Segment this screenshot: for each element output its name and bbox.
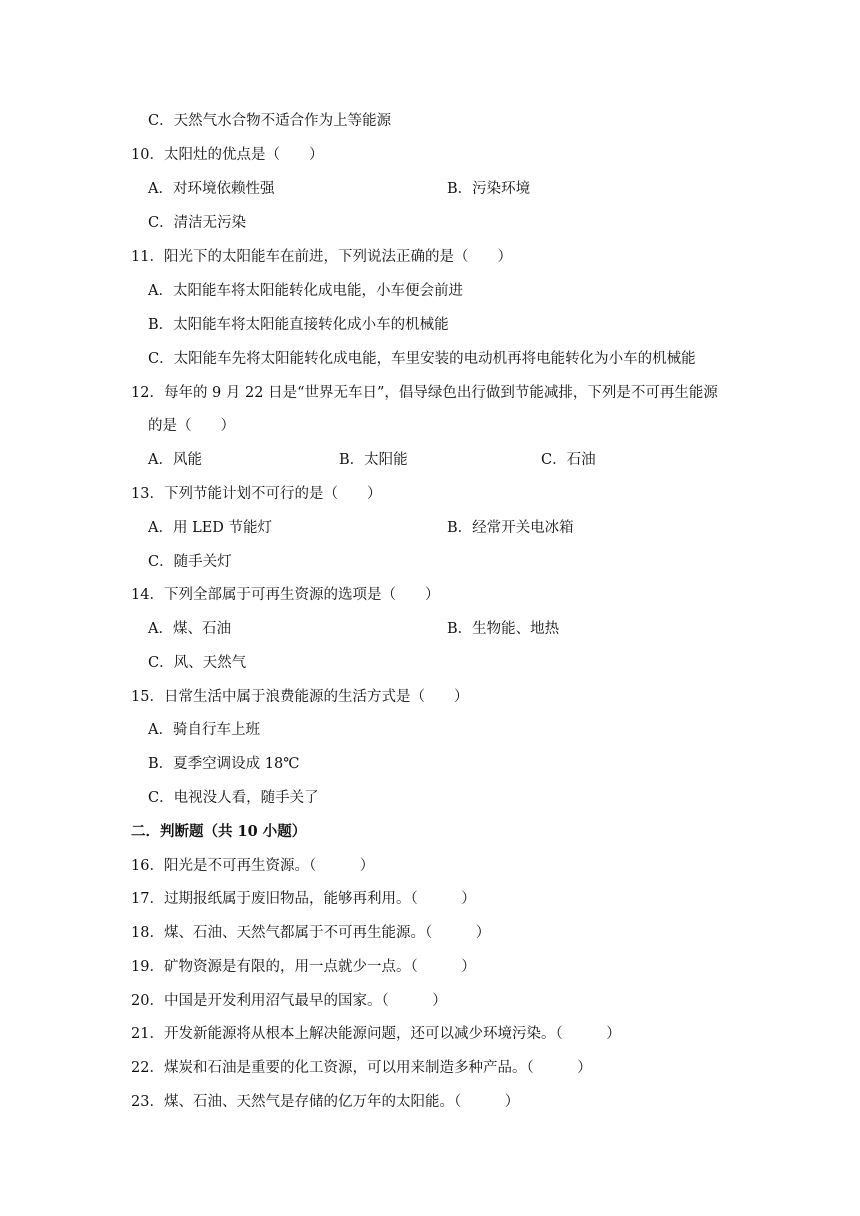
q15-option-b: B．夏季空调设成 18℃	[148, 756, 300, 772]
q14-option-b: B．生物能、地热	[447, 621, 560, 637]
q13-option-c: C．随手关灯	[148, 554, 232, 570]
q12-stem-line1: 12．每年的 9 月 22 日是“世界无车日”，倡导绿色出行做到节能减排，下列是不可再生能源	[131, 385, 718, 401]
q14-stem: 14．下列全部属于可再生资源的选项是（ ）	[131, 587, 440, 603]
q14-option-c: C．风、天然气	[148, 655, 247, 671]
q15-option-c: C．电视没人看，随手关了	[148, 790, 319, 806]
q12-stem-line2: 的是（ ）	[148, 418, 235, 434]
q15-stem: 15．日常生活中属于浪费能源的生活方式是（ ）	[131, 689, 469, 705]
judgement-item-18: 18．煤、石油、天然气都属于不可再生能源。（ ）	[131, 925, 491, 941]
judgement-item-16: 16．阳光是不可再生资源。（ ）	[131, 858, 375, 874]
q11-option-a: A．太阳能车将太阳能转化成电能，小车便会前进	[148, 283, 463, 299]
q14-option-a: A．煤、石油	[148, 621, 231, 637]
q13-stem: 13．下列节能计划不可行的是（ ）	[131, 486, 382, 502]
q15-option-a: A．骑自行车上班	[148, 722, 260, 738]
q13-option-a: A．用 LED 节能灯	[148, 520, 273, 536]
judgement-item-21: 21．开发新能源将从根本上解决能源问题，还可以减少环境污染。（ ）	[131, 1026, 621, 1042]
q10-stem: 10．太阳灶的优点是（ ）	[131, 147, 324, 163]
q12-option-a: A．风能	[148, 452, 202, 468]
q10-option-a: A．对环境依赖性强	[148, 181, 275, 197]
q12-option-b: B．太阳能	[339, 452, 408, 468]
q9-option-c: C．天然气水合物不适合作为上等能源	[148, 113, 392, 129]
q11-option-c: C．太阳能车先将太阳能转化成电能，车里安装的电动机再将电能转化为小车的机械能	[148, 351, 696, 367]
q13-option-b: B．经常开关电冰箱	[447, 520, 574, 536]
judgement-item-23: 23．煤、石油、天然气是存储的亿万年的太阳能。（ ）	[131, 1094, 520, 1110]
judgement-item-19: 19．矿物资源是有限的，用一点就少一点。（ ）	[131, 959, 476, 975]
q11-option-b: B．太阳能车将太阳能直接转化成小车的机械能	[148, 317, 449, 333]
q11-stem: 11．阳光下的太阳能车在前进，下列说法正确的是（ ）	[131, 249, 512, 265]
judgement-item-17: 17．过期报纸属于废旧物品，能够再利用。（ ）	[131, 891, 476, 907]
section-heading-judgement: 二．判断题（共 10 小题）	[131, 823, 307, 840]
judgement-item-22: 22．煤炭和石油是重要的化工资源，可以用来制造多种产品。（ ）	[131, 1060, 592, 1076]
q12-option-c: C．石油	[541, 452, 596, 468]
q10-option-c: C．清洁无污染	[148, 215, 247, 231]
judgement-item-20: 20．中国是开发利用沼气最早的国家。（ ）	[131, 993, 447, 1009]
q10-option-b: B．污染环境	[447, 181, 531, 197]
